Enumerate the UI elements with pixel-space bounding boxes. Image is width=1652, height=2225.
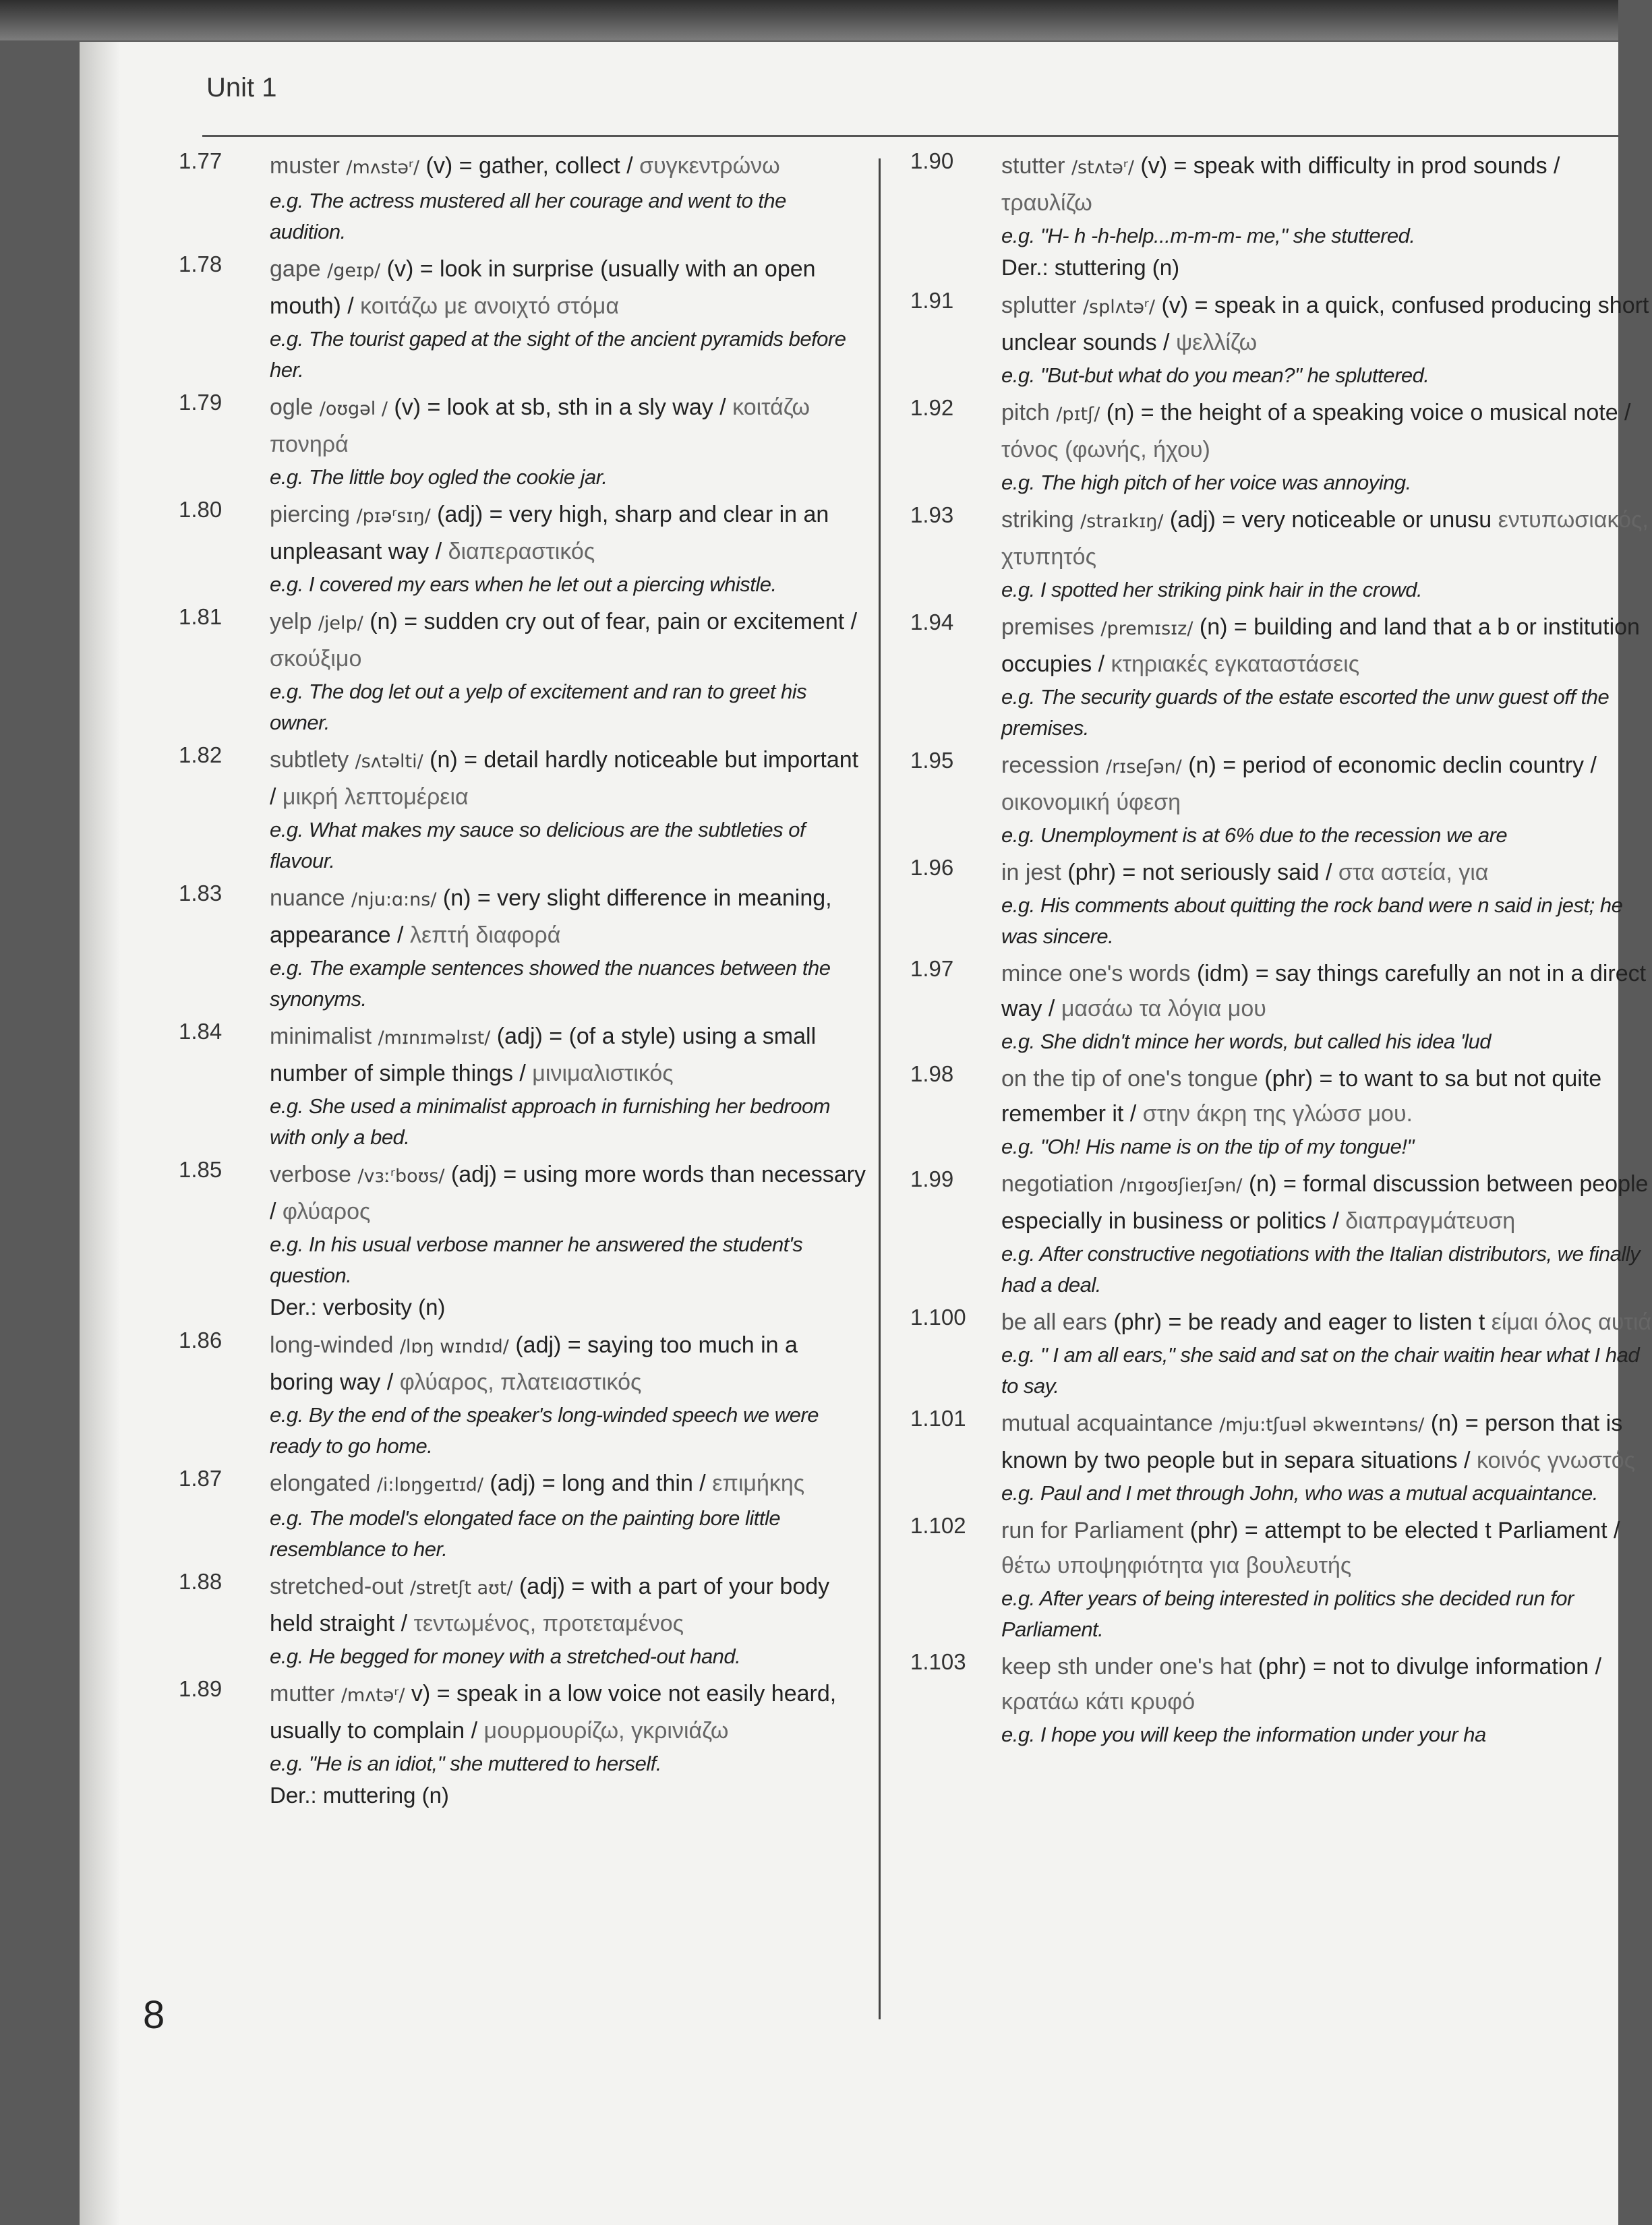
- greek-translation: τόνος (φωνής, ήχου): [1001, 437, 1210, 463]
- entry-number: 1.84: [179, 1019, 223, 1044]
- definition: (phr) = not seriously said /: [1067, 860, 1338, 885]
- headword: pitch: [1001, 400, 1050, 425]
- example-sentence: e.g. " I am all ears," she said and sat on the chair waitin hear what I had to say.: [1001, 1343, 1640, 1398]
- pronunciation: /splʌtəʳ/: [1082, 297, 1156, 318]
- definition: (idm) = say things carefully an not in a direct way /: [1001, 961, 1647, 1021]
- example-sentence: e.g. By the end of the speaker's long-winded speech we were ready to go home.: [270, 1403, 819, 1458]
- greek-translation: μινιμαλιστικός: [532, 1061, 674, 1086]
- entry-definition-line: [1001, 502, 1652, 574]
- entry-number: 1.94: [910, 610, 954, 634]
- derivative: Der.: verbosity (n): [270, 1295, 446, 1319]
- example-sentence: e.g. I spotted her striking pink hair in the crowd.: [1001, 578, 1423, 601]
- definition: (adj) = long and thin /: [483, 1471, 713, 1496]
- example-sentence: e.g. The model's elongated face on the painting bore little resemblance to her.: [270, 1506, 781, 1561]
- example-sentence: e.g. The security guards of the estate escorted the unw guest off the premises.: [1001, 685, 1610, 740]
- entry-definition-line: [1001, 610, 1652, 682]
- pronunciation: /premɪsɪz/: [1100, 618, 1193, 639]
- example-sentence: e.g. "He is an idiot," she muttered to herself.: [270, 1752, 661, 1775]
- entry-definition-line: [270, 1328, 866, 1400]
- entry-definition-line: [270, 881, 866, 953]
- entry-definition-line: [270, 1676, 866, 1748]
- column-divider: [879, 158, 881, 2019]
- entry-number: 1.80: [179, 497, 223, 522]
- header-rule: [202, 135, 1618, 137]
- page-gutter-shadow: [80, 42, 120, 2225]
- definition: (v) = speak with difficulty in prod sounds /: [1133, 153, 1560, 179]
- greek-translation: τεντωμένος, προτεταμένος: [413, 1611, 684, 1636]
- greek-translation: οικονομική ύφεση: [1001, 790, 1181, 815]
- definition: (n) = building and land that a b or institution occupies /: [1001, 614, 1640, 677]
- glossary-entry: [910, 1305, 1652, 1402]
- glossary-entry: [179, 148, 866, 247]
- definition: (n) = very slight difference in meaning, appearance /: [270, 885, 832, 948]
- greek-translation: λεπτή διαφορά: [409, 922, 561, 948]
- headword: stretched-out: [270, 1574, 404, 1599]
- definition: (n) = sudden cry out of fear, pain or excitement /: [363, 609, 858, 634]
- greek-translation: κρατάω κάτι κρυφό: [1001, 1689, 1196, 1715]
- entry-definition-line: [1001, 748, 1652, 820]
- example-sentence: e.g. Unemployment is at 6% due to the recession we are: [1001, 823, 1508, 847]
- example-sentence: e.g. I covered my ears when he let out a piercing whistle.: [270, 572, 777, 596]
- entry-number: 1.81: [179, 604, 223, 629]
- definition: (adj) = using more words than necessary /: [270, 1162, 866, 1224]
- pronunciation: /vɜːʳboʊs/: [357, 1166, 445, 1187]
- entry-definition-line: [1001, 148, 1652, 220]
- pronunciation: /stʌtəʳ/: [1071, 157, 1134, 178]
- glossary-entry: [179, 497, 866, 600]
- entry-definition-line: [1001, 956, 1652, 1026]
- definition: (adj) = with a part of your body held straight /: [270, 1574, 830, 1636]
- glossary-entry: [179, 390, 866, 493]
- example-sentence: e.g. "H- h -h-help...m-m-m- me," she stuttered.: [1001, 224, 1415, 247]
- glossary-entry: [179, 1019, 866, 1153]
- glossary-entry: [910, 288, 1652, 391]
- entry-definition-line: [1001, 1305, 1652, 1340]
- entry-definition-line: [1001, 1406, 1652, 1478]
- greek-translation: συγκεντρώνω: [639, 153, 780, 179]
- pronunciation: /jelp/: [318, 613, 363, 634]
- headword: recession: [1001, 752, 1100, 778]
- entry-number: 1.102: [910, 1513, 966, 1538]
- greek-translation: τραυλίζω: [1001, 190, 1092, 216]
- glossary-entry: [179, 1676, 866, 1812]
- glossary-entry: [910, 956, 1652, 1057]
- glossary-entry: [179, 1157, 866, 1324]
- example-sentence: e.g. What makes my sauce so delicious are the subtleties of flavour.: [270, 818, 806, 872]
- greek-translation: διαπεραστικός: [448, 539, 595, 564]
- entry-number: 1.101: [910, 1406, 966, 1431]
- glossary-entry: [179, 1328, 866, 1462]
- greek-translation: διαπραγμάτευση: [1345, 1208, 1516, 1234]
- entry-definition-line: [270, 742, 866, 814]
- example-sentence: e.g. Paul and I met through John, who was a mutual acquaintance.: [1001, 1481, 1598, 1505]
- greek-translation: ψελλίζω: [1175, 330, 1258, 355]
- glossary-entry: [910, 610, 1652, 744]
- glossary-entry: [179, 1466, 866, 1565]
- headword: yelp: [270, 609, 312, 634]
- greek-translation: μουρμουρίζω, γκρινιάζω: [483, 1718, 729, 1744]
- pronunciation: /rɪseʃən/: [1105, 756, 1182, 777]
- pronunciation: /geɪp/: [327, 260, 381, 281]
- glossary-entry: [179, 881, 866, 1015]
- entry-definition-line: [270, 1019, 866, 1091]
- glossary-entry: [910, 1166, 1652, 1301]
- entry-definition-line: [270, 148, 866, 185]
- greek-translation: κοινός γνωστός: [1477, 1448, 1636, 1473]
- pronunciation: /nɪgoʊʃieɪʃən/: [1119, 1175, 1243, 1196]
- headword: piercing: [270, 502, 351, 527]
- left-column: [179, 148, 866, 1816]
- example-sentence: e.g. The high pitch of her voice was annoying.: [1001, 471, 1411, 494]
- headword: long-winded: [270, 1332, 394, 1358]
- headword: mutual acquaintance: [1001, 1411, 1213, 1436]
- derivative: Der.: muttering (n): [270, 1783, 449, 1808]
- pronunciation: /mɪnɪməlɪst/: [378, 1028, 491, 1048]
- entry-number: 1.97: [910, 956, 954, 981]
- definition: (phr) = to want to sa but not quite remember it /: [1001, 1066, 1602, 1127]
- glossary-entry: [910, 1406, 1652, 1509]
- entry-definition-line: [1001, 395, 1652, 467]
- example-sentence: e.g. His comments about quitting the rock band were n said in jest; he was sincere.: [1001, 893, 1623, 948]
- pronunciation: /pɪəʳsɪŋ/: [356, 506, 431, 527]
- greek-translation: είμαι όλος αυτιά: [1491, 1309, 1652, 1335]
- greek-translation: φλύαρος, πλατειαστικός: [399, 1369, 642, 1395]
- greek-translation: θέτω υποψηφιότητα για βουλευτής: [1001, 1553, 1352, 1578]
- entry-number: 1.103: [910, 1649, 966, 1674]
- entry-number: 1.99: [910, 1166, 954, 1191]
- greek-translation: στην άκρη της γλώσσ μου.: [1142, 1101, 1413, 1127]
- glossary-entry: [179, 251, 866, 386]
- headword: striking: [1001, 507, 1074, 533]
- pronunciation: /mʌstəʳ/: [346, 157, 420, 178]
- definition: (n) = person that is known by two people but in separa situations /: [1001, 1411, 1623, 1473]
- glossary-entry: [910, 502, 1652, 605]
- greek-translation: μασάω τα λόγια μου: [1061, 996, 1266, 1021]
- entry-number: 1.86: [179, 1328, 223, 1353]
- entry-definition-line: [1001, 855, 1652, 890]
- pronunciation: /sʌtəlti/: [355, 751, 423, 772]
- headword: elongated: [270, 1471, 371, 1496]
- entry-definition-line: [270, 604, 866, 676]
- entry-number: 1.83: [179, 881, 223, 906]
- entry-number: 1.85: [179, 1157, 223, 1182]
- pronunciation: /stretʃt aʊt/: [409, 1578, 513, 1599]
- headword: muster: [270, 153, 340, 179]
- greek-translation: μικρή λεπτομέρεια: [282, 784, 469, 810]
- definition: (phr) = attempt to be elected t Parliament /: [1189, 1518, 1620, 1543]
- pronunciation: /straɪkɪŋ/: [1080, 511, 1164, 532]
- entry-definition-line: [270, 251, 866, 324]
- entry-number: 1.95: [910, 748, 954, 773]
- headword: minimalist: [270, 1023, 372, 1049]
- entry-number: 1.79: [179, 390, 223, 415]
- definition: (adj) = very noticeable or unusu: [1163, 507, 1498, 533]
- entry-definition-line: [1001, 1061, 1652, 1131]
- pronunciation: /mju:tʃuəl əkweɪntəns/: [1219, 1415, 1425, 1435]
- definition: (phr) = be ready and eager to listen t: [1113, 1309, 1492, 1335]
- definition: (v) = look in surprise (usually with an open mouth) /: [270, 256, 816, 319]
- entry-definition-line: [270, 1157, 866, 1229]
- definition: (n) = period of economic declin country /: [1181, 752, 1597, 778]
- example-sentence: e.g. "Oh! His name is on the tip of my tongue!": [1001, 1135, 1414, 1158]
- definition: (n) = detail hardly noticeable but important /: [270, 747, 859, 810]
- example-sentence: e.g. "But-but what do you mean?" he spluttered.: [1001, 363, 1429, 387]
- glossary-entry: [910, 748, 1652, 851]
- headword: subtlety: [270, 747, 349, 773]
- glossary-entry: [910, 395, 1652, 498]
- entry-number: 1.77: [179, 148, 223, 173]
- greek-translation: φλύαρος: [282, 1199, 371, 1224]
- greek-translation: στα αστεία, για: [1338, 860, 1489, 885]
- scanner-edge: [0, 0, 1618, 40]
- entry-definition-line: [1001, 288, 1652, 360]
- right-column: [910, 148, 1652, 1754]
- pronunciation: /mʌtəʳ/: [341, 1685, 405, 1706]
- glossary-entry: [910, 855, 1652, 952]
- entry-definition-line: [1001, 1166, 1652, 1239]
- greek-translation: κοιτάζω με ανοιχτό στόμα: [360, 293, 620, 319]
- headword: negotiation: [1001, 1171, 1114, 1197]
- pronunciation: /nju:ɑ:ns/: [351, 889, 437, 910]
- headword: on the tip of one's tongue: [1001, 1066, 1258, 1092]
- example-sentence: e.g. I hope you will keep the information under your ha: [1001, 1723, 1486, 1746]
- example-sentence: e.g. The little boy ogled the cookie jar.: [270, 465, 608, 489]
- definition: (v) = gather, collect /: [419, 153, 640, 179]
- example-sentence: e.g. After constructive negotiations with the Italian distributors, we finally had a deal.: [1001, 1242, 1641, 1297]
- headword: verbose: [270, 1162, 351, 1187]
- headword: mince one's words: [1001, 961, 1191, 986]
- headword: gape: [270, 256, 321, 282]
- definition: (adj) = saying too much in a boring way /: [270, 1332, 798, 1395]
- pronunciation: /i:lɒŋgeɪtɪd/: [376, 1475, 483, 1495]
- headword: premises: [1001, 614, 1094, 640]
- example-sentence: e.g. In his usual verbose manner he answered the student's question.: [270, 1233, 803, 1287]
- glossary-entry: [179, 1569, 866, 1672]
- headword: nuance: [270, 885, 345, 911]
- pronunciation: /pɪtʃ/: [1056, 404, 1100, 425]
- example-sentence: e.g. After years of being interested in politics she decided run for Parliament.: [1001, 1586, 1574, 1641]
- example-sentence: e.g. She used a minimalist approach in furnishing her bedroom with only a bed.: [270, 1094, 831, 1149]
- entry-number: 1.87: [179, 1466, 223, 1491]
- entry-number: 1.89: [179, 1676, 223, 1701]
- unit-header: Unit 1: [206, 73, 277, 102]
- entry-number: 1.90: [910, 148, 954, 173]
- definition: (v) = look at sb, sth in a sly way /: [387, 394, 733, 420]
- example-sentence: e.g. The tourist gaped at the sight of the ancient pyramids before her.: [270, 327, 846, 382]
- example-sentence: e.g. The actress mustered all her courage and went to the audition.: [270, 189, 786, 243]
- definition: (n) = the height of a speaking voice o musical note /: [1100, 400, 1631, 425]
- entry-number: 1.98: [910, 1061, 954, 1086]
- glossary-entry: [910, 148, 1652, 284]
- pronunciation: /lɒŋ wɪndɪd/: [399, 1336, 509, 1357]
- headword: stutter: [1001, 153, 1065, 179]
- example-sentence: e.g. The example sentences showed the nuances between the synonyms.: [270, 956, 831, 1011]
- glossary-entry: [910, 1649, 1652, 1750]
- headword: ogle: [270, 394, 314, 420]
- definition: (v) = speak in a quick, confused producing short unclear sounds /: [1001, 293, 1649, 355]
- entry-number: 1.93: [910, 502, 954, 527]
- example-sentence: e.g. She didn't mince her words, but called his idea 'lud: [1001, 1030, 1492, 1053]
- glossary-entry: [179, 742, 866, 877]
- definition: (adj) = very high, sharp and clear in an unpleasant way /: [270, 502, 829, 564]
- headword: be all ears: [1001, 1309, 1107, 1335]
- entry-number: 1.82: [179, 742, 223, 767]
- definition: (phr) = not to divulge information /: [1258, 1654, 1602, 1680]
- greek-translation: εντυπωσιακός, χτυπητός: [1001, 507, 1649, 570]
- entry-number: 1.96: [910, 855, 954, 880]
- greek-translation: κτηριακές εγκαταστάσεις: [1111, 651, 1360, 677]
- definition: (n) = formal discussion between people especially in business or politics /: [1001, 1171, 1649, 1234]
- entry-number: 1.92: [910, 395, 954, 420]
- entry-definition-line: [270, 1569, 866, 1641]
- glossary-entry: [910, 1061, 1652, 1162]
- greek-translation: επιμήκης: [712, 1471, 805, 1496]
- entry-definition-line: [270, 390, 866, 462]
- entry-number: 1.100: [910, 1305, 966, 1330]
- example-sentence: e.g. He begged for money with a stretched-out hand.: [270, 1644, 741, 1668]
- entry-definition-line: [270, 497, 866, 569]
- entry-number: 1.91: [910, 288, 954, 313]
- greek-translation: κοιτάζω πονηρά: [270, 394, 810, 457]
- headword: in jest: [1001, 860, 1061, 885]
- greek-translation: σκούξιμο: [270, 646, 362, 672]
- entry-number: 1.88: [179, 1569, 223, 1594]
- glossary-entry: [910, 1513, 1652, 1645]
- headword: mutter: [270, 1681, 335, 1707]
- entry-number: 1.78: [179, 251, 223, 276]
- headword: keep sth under one's hat: [1001, 1654, 1252, 1680]
- derivative: Der.: stuttering (n): [1001, 255, 1180, 280]
- entry-definition-line: [270, 1466, 866, 1503]
- definition: v) = speak in a low voice not easily heard, usually to complain /: [270, 1681, 837, 1744]
- page-number: 8: [143, 1993, 165, 2037]
- pronunciation: /oʊgəl /: [319, 398, 388, 419]
- definition: (adj) = (of a style) using a small number of simple things /: [270, 1023, 817, 1086]
- entry-definition-line: [1001, 1513, 1652, 1583]
- headword: run for Parliament: [1001, 1518, 1184, 1543]
- entry-definition-line: [1001, 1649, 1652, 1719]
- example-sentence: e.g. The dog let out a yelp of excitement and ran to greet his owner.: [270, 680, 807, 734]
- glossary-entry: [179, 604, 866, 738]
- headword: splutter: [1001, 293, 1077, 318]
